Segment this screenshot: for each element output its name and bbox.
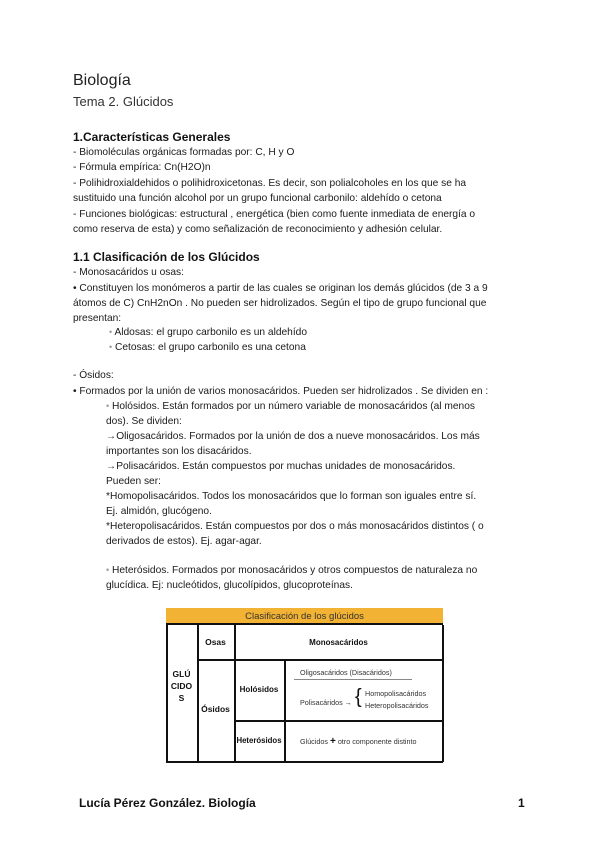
text-line: - Monosacáridos u osas: [73, 267, 184, 278]
table-osas: Osas [205, 637, 226, 647]
table-root-label: GLÚ CIDO S [170, 669, 193, 703]
section-heading-characteristics: 1.Características Generales [73, 130, 231, 144]
text-line: • Constituyen los monómeros a partir de las cuales se originan los demás glúcidos (de 3 a 9 [73, 283, 488, 294]
list-item: • Holósidos. Están formados por un número variable de monosacáridos (al menos [106, 401, 475, 412]
text-line: *Heteropolisacáridos. Están compuestos por dos o más monosacáridos distintos ( o [106, 521, 484, 532]
text-line: glucídica. Ej: nucleótidos, glucolípidos, glucoproteínas. [106, 580, 353, 591]
list-item: →Polisacáridos. Están compuestos por muchas unidades de monosacáridos. [106, 461, 456, 472]
table-homo: Homopolisacáridos [365, 689, 427, 698]
table-border [284, 659, 286, 762]
bullet-icon: • [109, 342, 113, 352]
document-subtitle: Tema 2. Glúcidos [73, 94, 174, 109]
footer-author: Lucía Pérez González. Biología [79, 796, 256, 810]
table-hetero: Heteropolisacáridos [365, 701, 429, 710]
plus-icon: + [329, 736, 336, 747]
table-heterosidos: Heterósidos [236, 736, 282, 745]
text-line: - Biomoléculas orgánicas formadas por: C, H y O [73, 147, 295, 158]
bullet-icon: • [106, 401, 110, 411]
text-line: - Polihidroxialdehidos o polihidroxicetonas. Es decir, son polialcoholes en los que se ha [73, 178, 467, 189]
bullet-icon: • [109, 327, 113, 337]
text-line: - Funciones biológicas: estructural , energética (bien como fuente inmediata de energía o [73, 209, 476, 220]
brace-icon: { [355, 686, 362, 708]
table-holosidos: Holósidos [239, 685, 279, 694]
list-item: →Oligosacáridos. Formados por la unión de dos a nueve monosacáridos. Los más [106, 431, 480, 442]
text-line: átomos de C) CnH2nOn . No pueden ser hidrolizados. Según el tipo de grupo funcional que [73, 298, 487, 309]
document-title: Biología [73, 72, 131, 89]
table-border [234, 720, 443, 722]
text-line: como reserva de esta) y como señalización de reconocimiento y adhesión celular. [73, 224, 443, 235]
text-line: Pueden ser: [106, 476, 161, 487]
text-line: - Fórmula empírica: Cn(H2O)n [73, 162, 211, 173]
page-number: 1 [518, 796, 525, 810]
list-item: • Heterósidos. Formados por monosacáridos y otros compuestos de naturaleza no [106, 565, 478, 576]
list-item: • Aldosas: el grupo carbonilo es un aldehído [109, 327, 308, 338]
text-line: • Formados por la unión de varios monosacáridos. Pueden ser hidrolizados . Se dividen en : [73, 386, 489, 397]
arrow-right-icon: → [344, 698, 352, 707]
table-oligo: Oligosacáridos (Disacáridos) [300, 668, 392, 677]
text-line: derivados de estos). Ej. agar-agar. [106, 536, 262, 547]
text-line: dos). Se dividen: [106, 416, 182, 427]
arrow-right-icon: → [106, 431, 117, 442]
table-heterosidos-detail: Glúcidos + otro componente distinto [300, 736, 417, 747]
table-border [166, 761, 443, 763]
section-heading-classification: 1.1 Clasificación de los Glúcidos [73, 250, 260, 264]
text-line: - Ósidos: [73, 370, 114, 381]
text-line: *Homopolisacáridos. Todos los monosacáridos que lo forman son iguales entre sí. [106, 491, 477, 502]
table-border [197, 659, 443, 661]
arrow-right-icon: → [106, 461, 117, 472]
table-monosacaridos: Monosacáridos [309, 638, 368, 647]
table-poli: Polisacáridos → [300, 698, 352, 707]
text-line: presentan: [73, 313, 122, 324]
text-line: sustituido una función alcohol por un grupo funcional carbonilo: aldehído o cetona [73, 193, 442, 204]
list-item: • Cetosas: el grupo carbonilo es una cetona [109, 342, 306, 353]
bullet-icon: • [106, 565, 110, 575]
table-title: Clasificación de los glúcidos [166, 608, 443, 625]
text-line: importantes son los disacáridos. [106, 446, 252, 457]
text-line: Ej. almidón, glucógeno. [106, 506, 212, 517]
table-divider [294, 679, 412, 680]
table-osidos: Ósidos [201, 704, 230, 714]
classification-table [166, 608, 443, 762]
